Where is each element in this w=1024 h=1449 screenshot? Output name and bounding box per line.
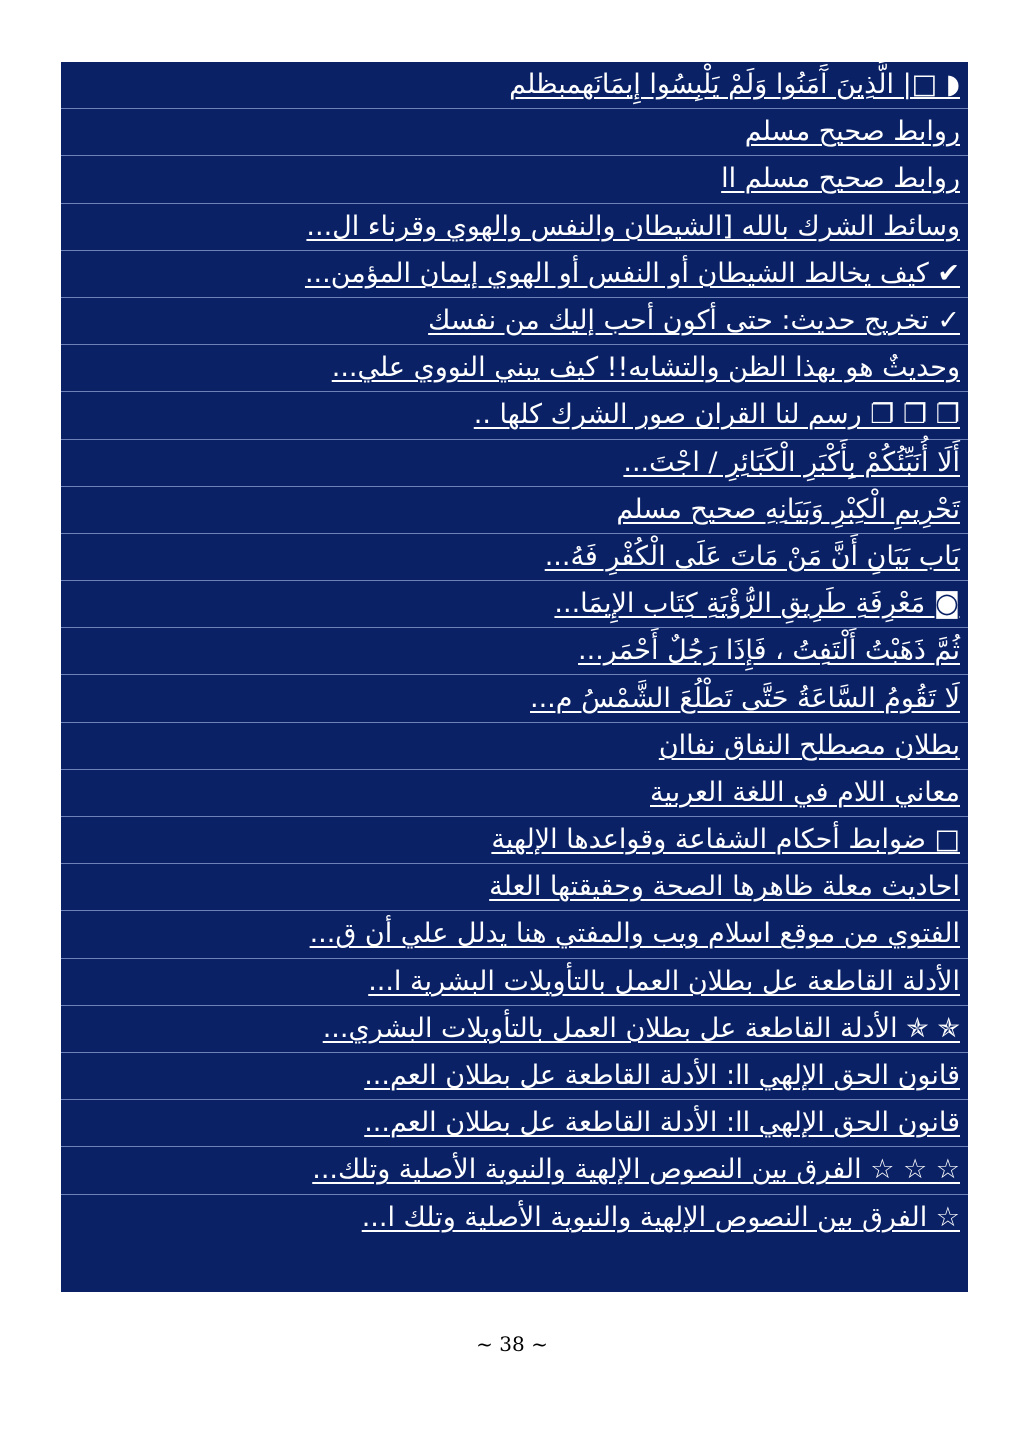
article-link[interactable]: بَاب بَيَانِ أَنَّ مَنْ مَاتَ عَلَى الْكُفْرِ فَهُ... — [544, 540, 960, 572]
link-row — [61, 109, 968, 156]
link-row — [61, 1195, 968, 1242]
article-link[interactable]: قانون الحق الإلهي اا: الأدلة القاطعة عل بطلان العم... — [364, 1060, 960, 1092]
link-row — [61, 817, 968, 864]
article-link[interactable]: ✔ كيف يخالط الشيطان أو النفس أو الهوي إيمان المؤمن... — [304, 257, 960, 289]
article-link[interactable]: ✓ تخريج حديث: حتى أكون أحب إليك من نفسك — [428, 305, 960, 337]
article-link[interactable]: الفتوي من موقع اسلام ويب والمفتي هنا يدلل علي أن ق... — [309, 918, 960, 950]
article-link[interactable]: ◙ مَعْرِفَةِ طَرِيقِ الرُّؤْيَةِ كِتَاب الإِيمَا... — [554, 588, 960, 620]
article-link[interactable]: روابط صحيح مسلم اا — [721, 163, 960, 195]
article-link[interactable]: معاني اللام في اللغة العربية — [650, 776, 960, 808]
link-row — [61, 1100, 968, 1147]
link-row — [61, 864, 968, 911]
link-row — [61, 770, 968, 817]
article-link[interactable]: ☆ ☆ ☆ الفرق بين النصوص الإلهية والنبوية الأصلية وتلك... — [312, 1154, 960, 1186]
link-row — [61, 440, 968, 487]
article-link[interactable]: ◗ □| الَّذِينَ آَمَنُوا وَلَمْ يَلْبِسُوا إِيمَانَهمبظلم — [509, 69, 960, 101]
link-row — [61, 581, 968, 628]
article-link[interactable]: □ ضوابط أحكام الشفاعة وقواعدها الإلهية — [491, 824, 960, 856]
article-link[interactable]: الأدلة القاطعة عل بطلان العمل بالتأويلات البشرية ا... — [368, 965, 960, 997]
article-link[interactable]: احاديث معلة ظاهرها الصحة وحقيقتها العلة — [489, 871, 960, 903]
link-row — [61, 1053, 968, 1100]
link-row — [61, 204, 968, 251]
link-row — [61, 156, 968, 203]
link-row — [61, 723, 968, 770]
article-link[interactable]: أَلَا أُنَبِّئُكُمْ بِأَكْبَرِ الْكَبَائِرِ / اجْتَ... — [623, 446, 960, 478]
link-row — [61, 675, 968, 722]
link-row — [61, 62, 968, 109]
link-row — [61, 392, 968, 439]
links-panel — [61, 62, 968, 1292]
article-link[interactable]: قانون الحق الإلهي اا: الأدلة القاطعة عل بطلان العم... — [364, 1107, 960, 1139]
link-row — [61, 959, 968, 1006]
article-link[interactable]: وحديثٌ هو بهذا الظن والتشابه!! كيف يبني النووي علي... — [331, 352, 960, 384]
link-row — [61, 251, 968, 298]
article-link[interactable]: ❐ ❐ ❐ رسم لنا القران صور الشرك كلها .. — [473, 399, 960, 431]
page-number: ~ 38 ~ — [476, 1332, 548, 1356]
link-row — [61, 1147, 968, 1194]
link-row — [61, 628, 968, 675]
link-row — [61, 487, 968, 534]
article-link[interactable]: بطلان مصطلح النفاق نفاان — [658, 729, 960, 761]
article-link[interactable]: تَحْرِيمِ الْكِبْرِ وَبَيَانِهِ صحيح مسلم — [616, 493, 960, 525]
link-row — [61, 298, 968, 345]
article-link[interactable]: ☆ الفرق بين النصوص الإلهية والنبوية الأصلية وتلك ا... — [361, 1202, 960, 1234]
link-row — [61, 345, 968, 392]
article-link[interactable]: ✯ ✯ الأدلة القاطعة عل بطلان العمل بالتأويلات البشري... — [322, 1012, 960, 1044]
article-link[interactable]: لَا تَقُومُ السَّاعَةُ حَتَّى تَطْلُعَ الشَّمْسُ م... — [530, 682, 960, 714]
link-row — [61, 1006, 968, 1053]
link-row — [61, 911, 968, 958]
link-row — [61, 534, 968, 581]
article-link[interactable]: ثُمَّ ذَهَبْتُ أَلْتَفِتُ ، فَإِذَا رَجُلٌ أَحْمَر... — [578, 635, 960, 667]
article-link[interactable]: روابط صحيح مسلم — [744, 116, 960, 148]
article-link[interactable]: وسائط الشرك بالله [الشيطان والنفس والهوي وقرناء ال... — [306, 210, 960, 242]
